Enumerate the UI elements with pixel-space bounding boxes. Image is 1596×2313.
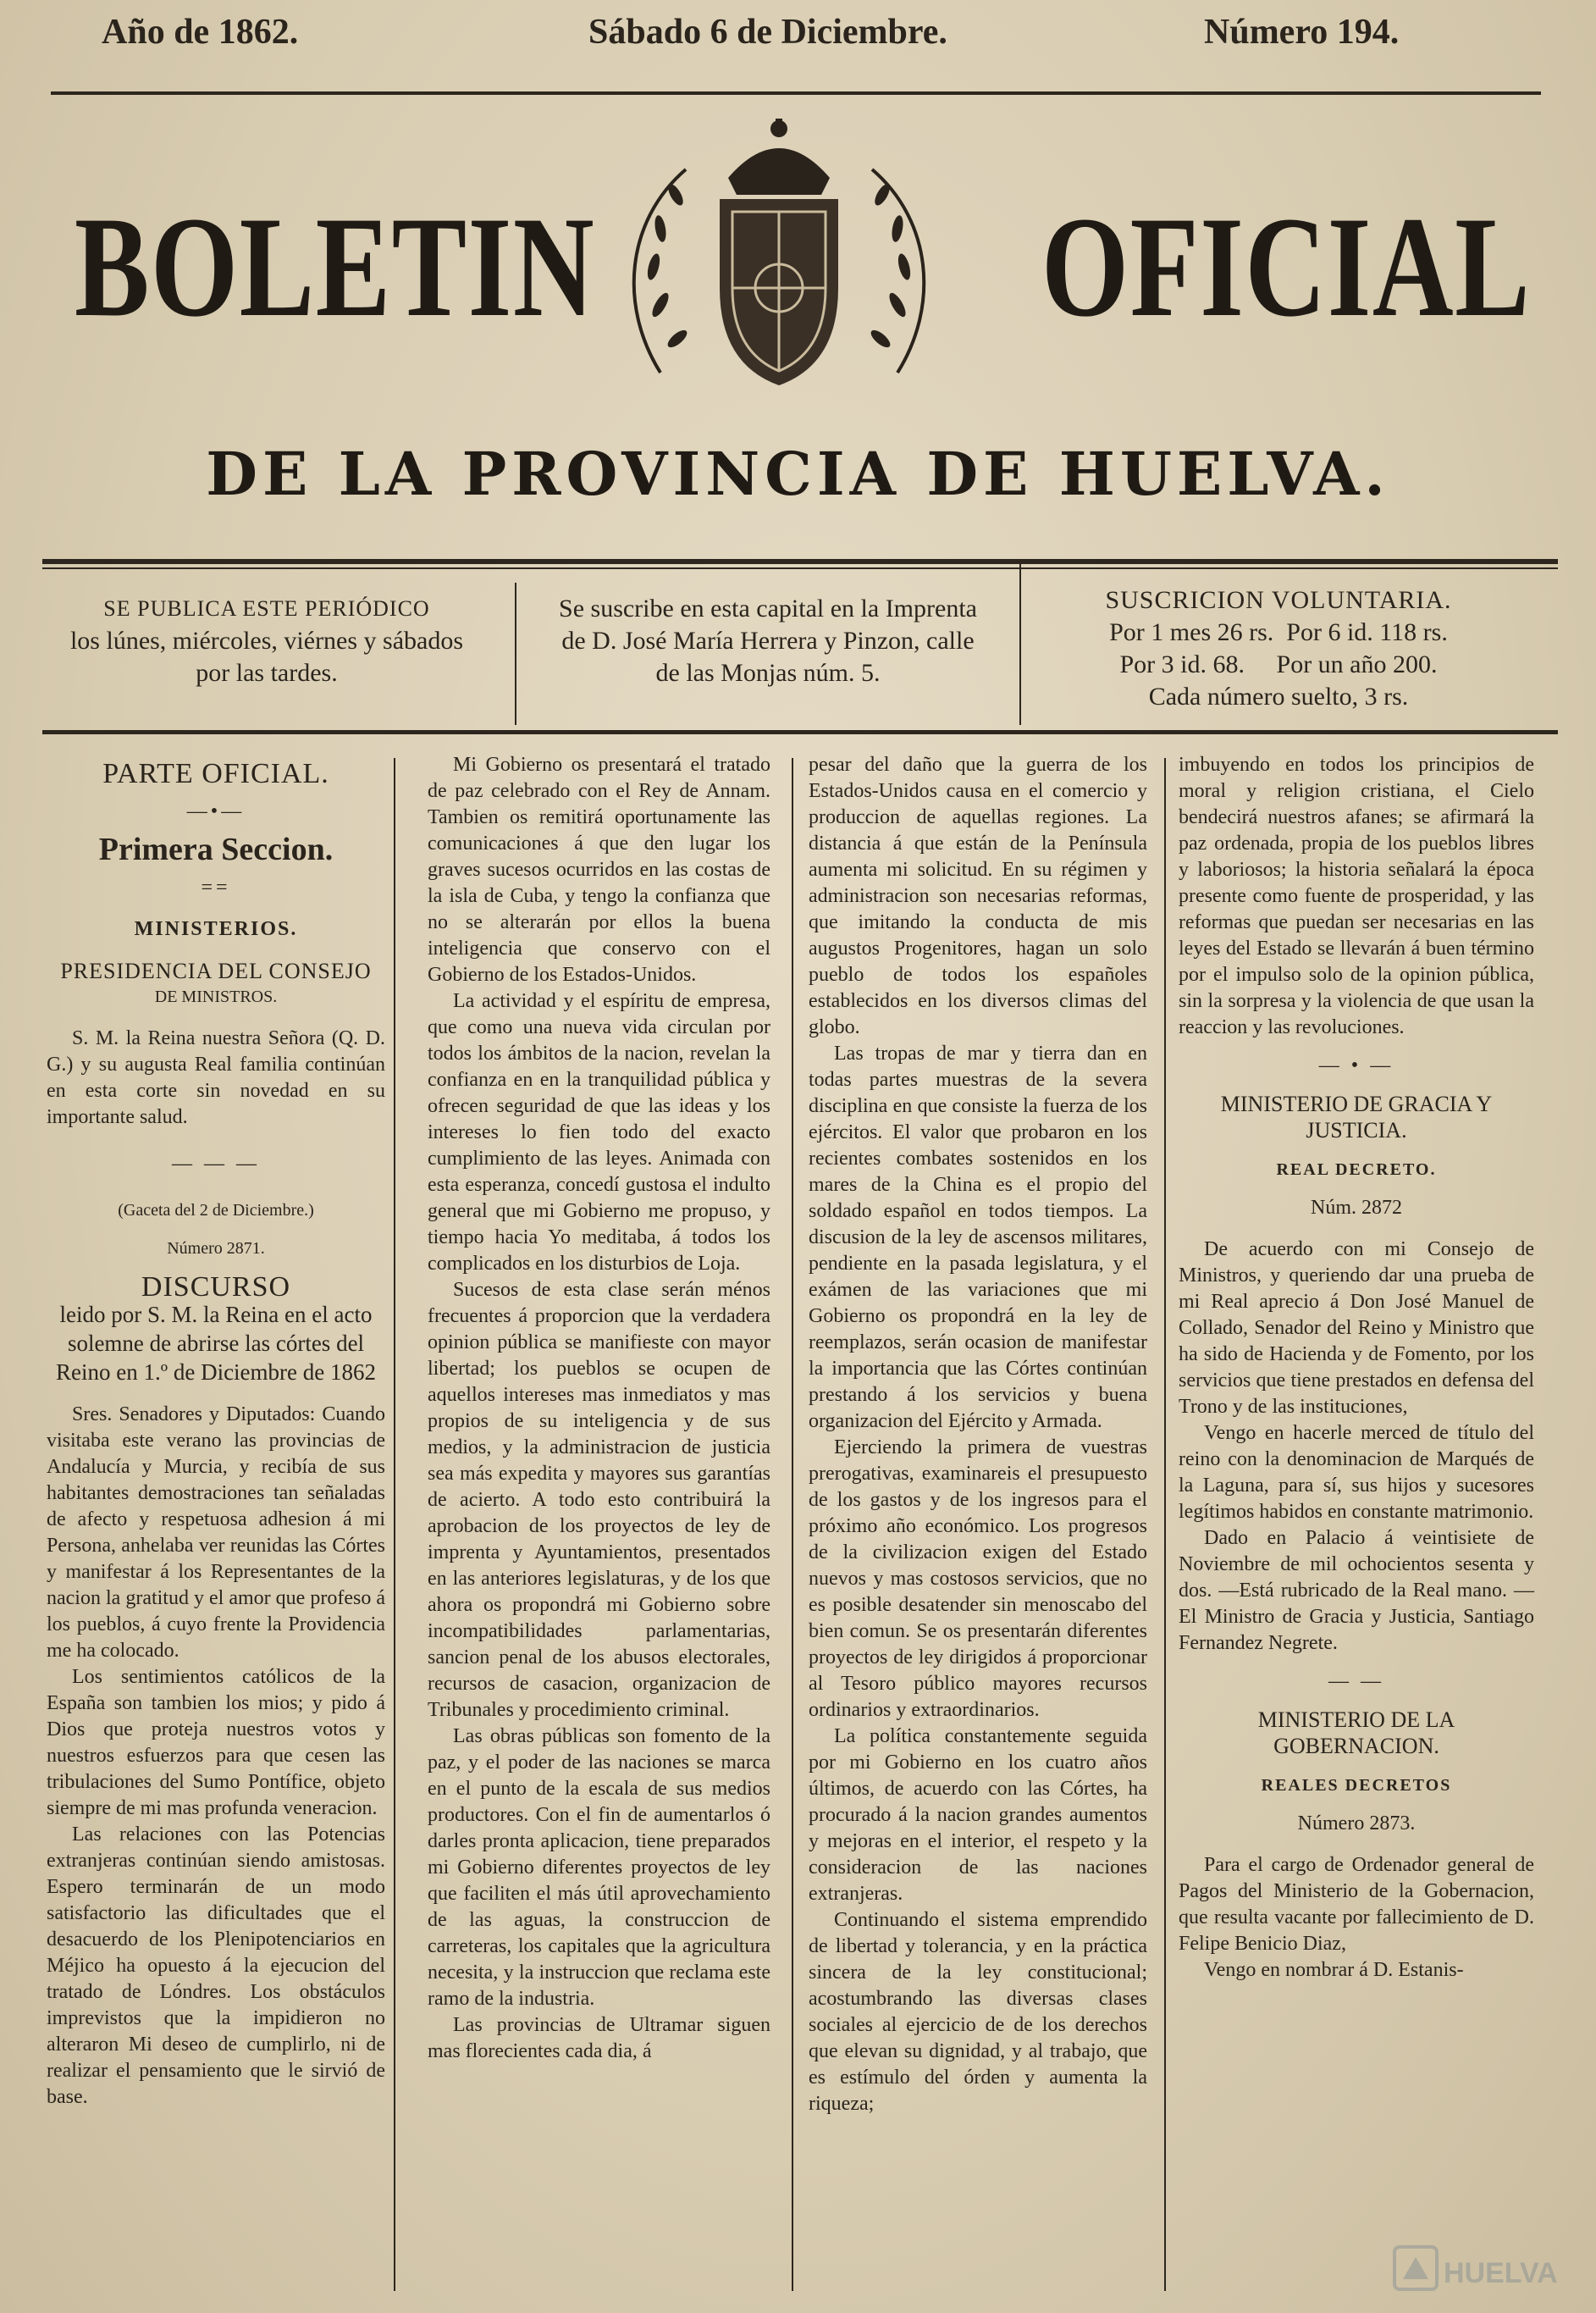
paragraph: Dado en Palacio á veintisiete de Noviembre de mil ochocientos sesenta y dos. —Está rubricado de la Real mano. —El Ministro de Gracia y Justicia, Santiago Fernandez Negrete.: [1179, 1527, 1534, 1654]
ministerios-heading: MINISTERIOS.: [134, 918, 298, 940]
paragraph: pesar del daño que la guerra de los Estados-Unidos causa en el comercio y produccion de aquellas regiones. La distancia á que están de la Península aumenta mi solicitud. En su régimen y administracion son necesarias reformas, que imitando la conducta de mis augustos Progenitores, hagan un solo pueblo de todos los españoles establecidos en los diversos climas del globo.: [809, 754, 1147, 1038]
paragraph: Las obras públicas son fomento de la paz, y el poder de las naciones se marca en el punto de la escala de sus medios productores. Con el fin de aumentarlos ó darles pronta aplicacion, tiene preparados mi Gobierno diferentes proyectos de ley que faciliten el más útil aprovechamiento de las aguas, la construccion de carreteras, los capitales que la agricultura necesita, y la instruccion que reclama este ramo de la industria.: [428, 1725, 770, 2010]
prices-heading: SUSCRICION VOLUNTARIA.: [1105, 586, 1452, 614]
paragraph: Los sentimientos católicos de la España son tambien los mios; y pido á Dios que proteja nuestros votos y nuestros esfuerzos para que cesen las tribulaciones del Sumo Pontífice, objeto siempre de mi mas profunda veneracion.: [47, 1666, 385, 1819]
discurso-heading: DISCURSO: [141, 1271, 291, 1303]
date-label: Sábado 6 de Diciembre.: [588, 13, 947, 52]
gracia-justicia-heading: MINISTERIO DE GRACIA Y JUSTICIA.: [1220, 1092, 1493, 1143]
parte-oficial-heading: PARTE OFICIAL.: [102, 758, 329, 789]
column-4: [1179, 752, 1534, 1984]
year-label: Año de 1862.: [102, 13, 299, 52]
column-1: [47, 752, 385, 2111]
column-divider-2: [792, 758, 793, 2291]
presidencia-subheading: DE MINISTROS.: [154, 988, 278, 1006]
subscription-address: [518, 593, 1018, 720]
paragraph: S. M. la Reina nuestra Señora (Q. D. G.) y su augusta Real familia continúan en esta corte sin novedad en su importante salud.: [47, 1027, 385, 1128]
paragraph: Mi Gobierno os presentará el tratado de paz celebrado con el Rey de Annam. Tambien os remitirá oportunamente las comunicaciones á que den lugar los graves sucesos ocurridos en las costas de la isla de Cuba, y tengo la confianza que no se alterarán por ellos la buena inteligencia que conservo con el Gobierno de los Estados-Unidos.: [428, 754, 770, 986]
info-divider-1: [515, 583, 516, 725]
section-heading: Primera Seccion.: [98, 832, 334, 867]
columns-top-rule: [42, 730, 1558, 734]
masthead-subtitle: DE LA PROVINCIA DE HUELVA.: [206, 439, 1390, 509]
dateline: [102, 12, 1427, 63]
separator-dash: — • —: [1318, 1054, 1394, 1076]
masthead-rule: [42, 559, 1558, 564]
column-2: [428, 752, 770, 2065]
paragraph: Sucesos de esta clase serán ménos frecuentes á proporcion que la verdadera opinion pública se manifieste con mayor libertad; los pueblos se ocupen de aquellos intereses mas inmediatos y mas propios de su inteligencia y de sus medios, y la administracion de justicia sea más expedita y mayores sus garantías de acierto. A todo esto contribuirá la aprobacion de los proyectos de ley de imprenta y Ayuntamientos, presentados en las anteriores legislaturas, y de los que ahora os propondrá mi Gobierno sobre incompatibilidades parlamentarias, sancion penal de los abusos electorales, recursos de casacion, organizacion de Tribunales y procedimiento criminal.: [428, 1279, 770, 1721]
paragraph: La política constantemente seguida por mi Gobierno en los cuatro años últimos, de acuerdo con las Córtes, ha procurado á la nacion grandes aumentos y mejoras en el interior, el respeto y la consideracion de las naciones extranjeras.: [809, 1725, 1147, 1905]
paragraph: Las relaciones con las Potencias extranjeras continúan siendo amistosas. Espero terminarán de un modo satisfactorio las dificultades que el desacuerdo de los Plenipotenciarios en Méjico ha opuesto á la ejecucion del tratado de Lóndres. Los obstáculos imprevistos que la impidieron no alteraron Mi deseo de cumplirlo, ni de realizar el pensamiento que le sirvió de base.: [47, 1823, 385, 2108]
paragraph: Ejerciendo la primera de vuestras prerogativas, examinareis el presupuesto de los gastos y de los ingresos para el próximo año económico. Los progresos de la civilizacion exigen del Estado nuevos y mas costosos servicios, que no es posible desatender sin menoscabo del bien comun. Se os presentarán diferentes proyectos de ley dirigidos á proporcionar al Tesoro público mayores recursos ordinarios y extraordinarios.: [809, 1436, 1147, 1721]
separator-dash: — — —: [172, 1153, 260, 1175]
paragraph: Para el cargo de Ordenador general de Pagos del Ministerio de la Gobernacion, que resulta vacante por fallecimiento de D. Felipe Benicio Diaz,: [1179, 1854, 1534, 1955]
decree-number: Número 2873.: [1297, 1812, 1416, 1834]
publication-schedule: [25, 593, 508, 720]
prices-single: Cada número suelto, 3 rs.: [1148, 683, 1409, 711]
ornament-rule: —•—: [186, 800, 246, 822]
schedule-days: los lúnes, miércoles, viérnes y sábados: [69, 627, 464, 655]
paragraph: Sres. Senadores y Diputados: Cuando visitaba este verano las provincias de Andalucía y Murcia, y recibía de sus habitantes demostraciones tan señaladas de afecto y respetuosa adhesion á mi Persona, anhelaba ver reunidas las Córtes y manifestar á los Representantes de la nacion la gratitud y el amor que profeso á los pueblos, á cuyo frente la Providencia me ha colocado.: [47, 1403, 385, 1662]
royal-crest-icon: [610, 119, 948, 398]
paragraph: La actividad y el espíritu de empresa, que como una nueva vida circulan por todos los ámbitos de la nacion, revelan la confianza en en la tranquilidad pública y ofrecen seguridad de que las ideas y los intereses lo fien todo del exacto cumplimiento de las leyes. Animada con esta esperanza, concedí gustosa el indulto general que mi Gobierno me propuso, y tiempo hacia Yo meditaba, á todos los complicados en los disturbios de Loja.: [428, 990, 770, 1275]
masthead-rule-thin: [42, 567, 1558, 569]
paragraph: Continuando el sistema emprendido de libertad y tolerancia, y en la práctica sincera de la ley constitucional; acostumbrando las diversas clases sociales al ejercicio de de los derechos que elevan su dignidad, y al trabajo, que es estímulo del órden y aumenta la riqueza;: [809, 1909, 1147, 2115]
masthead-title-left: BOLETIN: [75, 187, 596, 346]
masthead-title-right: OFICIAL: [1041, 187, 1532, 346]
address-line-3: de las Monjas núm. 5.: [655, 659, 881, 687]
paragraph: Las provincias de Ultramar siguen mas florecientes cada dia, á: [428, 2014, 770, 2062]
info-divider-2: [1019, 559, 1021, 725]
subscription-prices: [1024, 584, 1532, 711]
decree-number: Núm. 2872: [1311, 1197, 1402, 1219]
prices-line-2: Por 3 id. 68. Por un año 200.: [1119, 650, 1438, 678]
paragraph: De acuerdo con mi Consejo de Ministros, y queriendo dar una prueba de mi Real aprecio á Don José Manuel de Collado, Senador del Reino y Ministro que ha sido de Hacienda y de Fomento, por los servicios que tiene prestados en defensa del Trono y de las instituciones,: [1179, 1238, 1534, 1418]
gobernacion-heading: MINISTERIO DE LA GOBERNACION.: [1257, 1707, 1455, 1758]
archive-watermark-icon: [1393, 2238, 1571, 2298]
column-divider-3: [1164, 758, 1166, 2291]
discurso-subheading: leido por S. M. la Reina en el acto solemne de abrirse las córtes del Reino en 1.º de Diciembre de 1862: [55, 1302, 376, 1385]
schedule-heading: SE PUBLICA ESTE PERIÓDICO: [103, 596, 430, 621]
paragraph: Vengo en nombrar á D. Estanis-: [1204, 1959, 1464, 1981]
watermark-text: HUELVA: [1444, 2257, 1558, 2289]
column-divider-1: [394, 758, 395, 2291]
reales-decretos-heading: REALES DECRETOS: [1261, 1776, 1452, 1795]
top-rule: [51, 91, 1541, 95]
issue-number: Número 194.: [1204, 13, 1400, 52]
paragraph: Las tropas de mar y tierra dan en todas partes muestras de la severa disciplina en que consiste la fuerza de los ejércitos. El valor que probaron en los recientes combates sostenidos en los mares de la China es el propio del soldado español en todos tiempos. La discusion de la ley de ascensos militares, pendiente en la pasada legislatura, y el exámen de las variaciones que mi Gobierno os propondrá en la ley de reemplazos, serán ocasion de manifestar la importancia que las Córtes continúan prestando á los servicios y buena organizacion del Ejército y Armada.: [809, 1043, 1147, 1432]
separator-dash: — —: [1328, 1670, 1384, 1692]
real-decreto-heading: REAL DECRETO.: [1276, 1160, 1437, 1179]
paragraph: Vengo en hacerle merced de título del reino con la denominacion de Marqués de la Laguna, para sí, sus hijos y sucesores legítimos habidos en constante matrimonio.: [1179, 1422, 1534, 1523]
address-line-2: de D. José María Herrera y Pinzon, calle: [561, 627, 975, 655]
address-line-1: Se suscribe en esta capital en la Imprenta: [559, 595, 977, 623]
decree-number: Número 2871.: [167, 1239, 265, 1258]
column-3: [809, 752, 1147, 2117]
presidencia-heading: PRESIDENCIA DEL CONSEJO: [60, 959, 372, 983]
paragraph: imbuyendo en todos los principios de moral y religion cristiana, el Cielo bendecirá nuestros afanes; se afirmará la paz ordenada, propia de los pueblos libres y laboriosos; la historia señalará la época presente como fuente de prosperidad, y las reformas que puedan ser necesarias en las leyes del Estado se llevarán á buen término por el impulso solo de la opinion pública, sin la sorpresa y la violencia de que usan la reaccion y las revoluciones.: [1179, 754, 1534, 1038]
ornament-rule: ==: [201, 877, 231, 899]
gaceta-source: (Gaceta del 2 de Diciembre.): [118, 1201, 314, 1220]
prices-line-1: Por 1 mes 26 rs. Por 6 id. 118 rs.: [1109, 618, 1448, 646]
schedule-time: por las tardes.: [196, 659, 338, 687]
